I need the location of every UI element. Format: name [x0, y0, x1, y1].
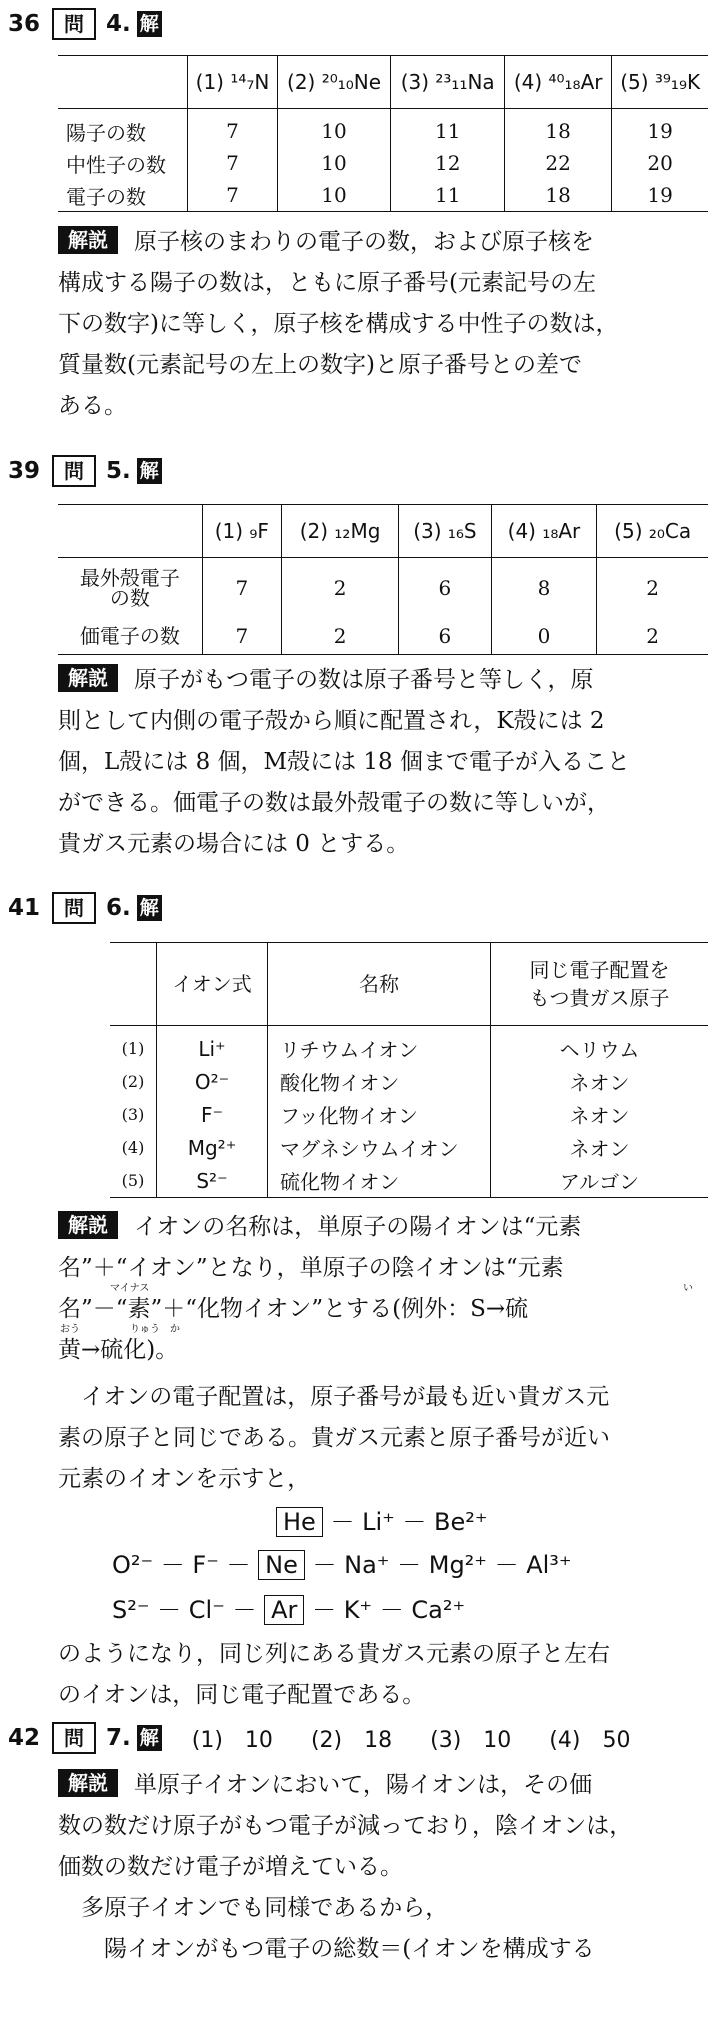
table-header: [58, 505, 202, 558]
mon-label: 問: [52, 1722, 96, 1754]
chain-text: － Li⁺ － Be²⁺: [322, 1508, 488, 1536]
text-line: イオンの名称は，単原子の陽イオンは“元素: [134, 1214, 582, 1240]
kaisetsu-badge: 解説: [58, 1769, 118, 1797]
explanation-42: [58, 1765, 708, 1970]
text-line: 名”－“素”＋“化物イオン”とする(例外：S→硫: [58, 1296, 529, 1322]
text-line: 貴ガス元素の場合には 0 とする。: [58, 831, 410, 857]
ion-formula: S²⁻: [157, 1164, 268, 1198]
cell: 6: [399, 558, 491, 619]
sub-number: 7.: [106, 1725, 131, 1751]
noble-gas: アルゴン: [491, 1164, 709, 1198]
problem-39-header: [8, 455, 162, 487]
noble-gas: ヘリウム: [491, 1026, 709, 1066]
text-line: 陽イオンがもつ電子の総数＝(イオンを構成する: [104, 1936, 595, 1962]
text-line: 多原子イオンでも同様であるから，: [81, 1895, 449, 1921]
table-header: (4) ⁴⁰₁₈Ar: [505, 56, 612, 109]
text-line: 名”＋“イオン”となり，単原子の陰イオンは“元素: [58, 1255, 564, 1281]
row-label: 陽子の数: [66, 120, 146, 145]
row-index: (2): [121, 1072, 145, 1091]
problem-42-header: [8, 1722, 630, 1754]
table-row: [110, 1164, 708, 1198]
noble-gas-box: He: [276, 1507, 323, 1537]
table-header: イオン式: [157, 943, 268, 1026]
table-header: (3) ₁₆S: [399, 505, 491, 558]
table-header: (1) ₉F: [202, 505, 281, 558]
table-row: [110, 1026, 708, 1066]
kaisetsu-badge: 解説: [58, 1211, 118, 1239]
problem-number: 36: [8, 11, 41, 37]
ion-name: 硫化物イオン: [268, 1164, 491, 1198]
sub-number: 4.: [106, 11, 131, 37]
answer: (2) 18: [310, 1727, 393, 1753]
chain-text: － K⁺ － Ca²⁺: [304, 1596, 466, 1624]
kai-badge: 解: [137, 458, 162, 484]
answer: (3) 10: [430, 1727, 512, 1753]
explanation-41: [58, 1207, 708, 1371]
chain-ne: [112, 1545, 572, 1580]
chain-text: O²⁻ － F⁻ －: [112, 1551, 259, 1579]
text-line: 則として内側の電子殻から順に配置され，K殻には 2: [58, 708, 605, 734]
ion-name: フッ化物イオン: [268, 1098, 491, 1131]
sub-number: 6.: [106, 895, 131, 921]
chain-text: － Na⁺ － Mg²⁺ － Al³⁺: [304, 1551, 572, 1579]
row-index: (3): [121, 1105, 145, 1124]
cell: 7: [188, 179, 277, 212]
noble-gas: ネオン: [491, 1098, 709, 1131]
text-line: ができる。価電子の数は最外殻電子の数に等しいが，: [58, 790, 610, 816]
explanation-41-b: [58, 1377, 708, 1500]
cell: 2: [597, 558, 708, 619]
cell: 7: [202, 618, 281, 655]
cell: 19: [612, 109, 708, 148]
text-line: イオンの電子配置は，原子番号が最も近い貴ガス元: [81, 1384, 610, 1410]
noble-gas-box: Ar: [264, 1595, 304, 1625]
table-header: (5) ³⁹₁₉K: [612, 56, 708, 109]
table-header: [491, 943, 709, 1026]
table-header: (1) ¹⁴₇N: [188, 56, 277, 109]
noble-gas-box: Ne: [258, 1550, 305, 1580]
problem-number: 41: [8, 895, 41, 921]
table-header: (4) ₁₈Ar: [491, 505, 597, 558]
cell: 10: [277, 109, 391, 148]
noble-gas: ネオン: [491, 1131, 709, 1164]
ruby-text: りゅう か: [130, 1324, 180, 1335]
sub-number: 5.: [106, 458, 131, 484]
kaisetsu-badge: 解説: [58, 664, 118, 692]
chain-he: [276, 1502, 488, 1537]
cell: 6: [399, 618, 491, 655]
nuclide-table: [58, 55, 708, 212]
ruby-text: おう: [60, 1324, 80, 1335]
cell: 20: [612, 147, 708, 179]
cell: 2: [597, 618, 708, 655]
explanation-39: [58, 660, 708, 865]
ion-name: マグネシウムイオン: [268, 1131, 491, 1164]
text-line: 原子核のまわりの電子の数，および原子核を: [134, 229, 594, 255]
cell: 19: [612, 179, 708, 212]
text-line: のようになり，同じ列にある貴ガス元素の原子と左右: [58, 1641, 610, 1667]
cell: 0: [491, 618, 597, 655]
kaisetsu-badge: 解説: [58, 226, 118, 254]
mon-label: 問: [52, 8, 96, 40]
cell: 7: [202, 558, 281, 619]
ruby-text: い: [683, 1283, 693, 1294]
text-line: ある。: [58, 393, 127, 419]
text-line: 素の原子と同じである。貴ガス元素と原子番号が近い: [58, 1425, 610, 1451]
cell: 10: [277, 179, 391, 212]
text-line: のイオンは，同じ電子配置である。: [58, 1682, 426, 1708]
cell: 11: [391, 109, 505, 148]
table-row: [58, 618, 708, 655]
row-index: (1): [121, 1039, 145, 1058]
cell: 8: [491, 558, 597, 619]
row-index: (4): [121, 1138, 145, 1157]
problem-36-header: [8, 8, 162, 40]
cell: 7: [188, 109, 277, 148]
text-line: 原子がもつ電子の数は原子番号と等しく，原: [134, 667, 594, 693]
cell: 12: [391, 147, 505, 179]
cell: 18: [505, 109, 612, 148]
table-row: [110, 1065, 708, 1098]
problem-number: 42: [8, 1725, 41, 1751]
electron-table: [58, 504, 708, 655]
header-line: 同じ電子配置を: [529, 958, 670, 982]
table-header: [110, 943, 157, 1026]
answer: (1) 10: [191, 1727, 273, 1753]
explanation-36: [58, 222, 708, 427]
text-line: 構成する陽子の数は，ともに原子番号(元素記号の左: [58, 270, 596, 296]
ion-name: リチウムイオン: [268, 1026, 491, 1066]
kai-badge: 解: [137, 11, 162, 37]
text-line: 数の数だけ原子がもつ電子が減っており，陰イオンは，: [58, 1813, 633, 1839]
explanation-41-c: [58, 1634, 708, 1716]
text-line: 下の数字)に等しく，原子核を構成する中性子の数は，: [58, 311, 619, 337]
table-header: (5) ₂₀Ca: [597, 505, 708, 558]
table-header: (2) ₁₂Mg: [281, 505, 398, 558]
row-label-line: の数: [109, 586, 150, 610]
table-row: [58, 147, 708, 179]
cell: 10: [277, 147, 391, 179]
ion-formula: O²⁻: [157, 1065, 268, 1098]
cell: 22: [505, 147, 612, 179]
cell: 18: [505, 179, 612, 212]
table-row: [58, 558, 708, 619]
answers: [192, 1723, 631, 1754]
text-line: 価数の数だけ電子が増えている。: [58, 1854, 403, 1880]
row-label-line: 最外殻電子: [79, 566, 180, 590]
cell: 2: [281, 558, 398, 619]
chain-ar: [112, 1590, 465, 1625]
text-line: 質量数(元素記号の左上の数字)と原子番号との差で: [58, 352, 582, 378]
table-row: [110, 1098, 708, 1131]
table-header: (3) ²³₁₁Na: [391, 56, 505, 109]
answer: (4) 50: [549, 1727, 631, 1753]
cell: 11: [391, 179, 505, 212]
kai-badge: 解: [137, 1725, 162, 1751]
problem-41-header: [8, 892, 162, 924]
row-label: [58, 558, 202, 619]
row-label: 中性子の数: [66, 152, 166, 177]
row-label: 価電子の数: [58, 618, 202, 655]
ion-formula: F⁻: [157, 1098, 268, 1131]
mon-label: 問: [52, 892, 96, 924]
ion-formula: Mg²⁺: [157, 1131, 268, 1164]
ion-formula: Li⁺: [157, 1026, 268, 1066]
text-line: 黄→硫化)。: [58, 1337, 179, 1363]
text-line: 個，L殻には 8 個，M殻には 18 個まで電子が入ること: [58, 749, 630, 775]
row-index: (5): [110, 1164, 157, 1198]
chain-text: S²⁻ － Cl⁻ －: [112, 1596, 265, 1624]
mon-label: 問: [52, 455, 96, 487]
ion-name: 酸化物イオン: [268, 1065, 491, 1098]
noble-gas: ネオン: [491, 1065, 709, 1098]
kai-badge: 解: [137, 895, 162, 921]
text-line: 単原子イオンにおいて，陽イオンは，その価: [134, 1772, 593, 1798]
table-row: [58, 179, 708, 212]
cell: 2: [281, 618, 398, 655]
ruby-text: マイナス: [110, 1283, 150, 1294]
text-line: 元素のイオンを示すと，: [58, 1466, 311, 1492]
ion-table: [110, 942, 708, 1198]
table-header: 名称: [268, 943, 491, 1026]
text-line-with-ruby: [58, 1324, 708, 1371]
header-line: もつ貴ガス原子: [529, 986, 670, 1010]
table-header: (2) ²⁰₁₀Ne: [277, 56, 391, 109]
cell: 7: [188, 147, 277, 179]
table-row: [58, 109, 708, 148]
row-label: 電子の数: [58, 179, 188, 212]
problem-number: 39: [8, 458, 41, 484]
table-row: [110, 1131, 708, 1164]
table-header: [58, 56, 188, 109]
